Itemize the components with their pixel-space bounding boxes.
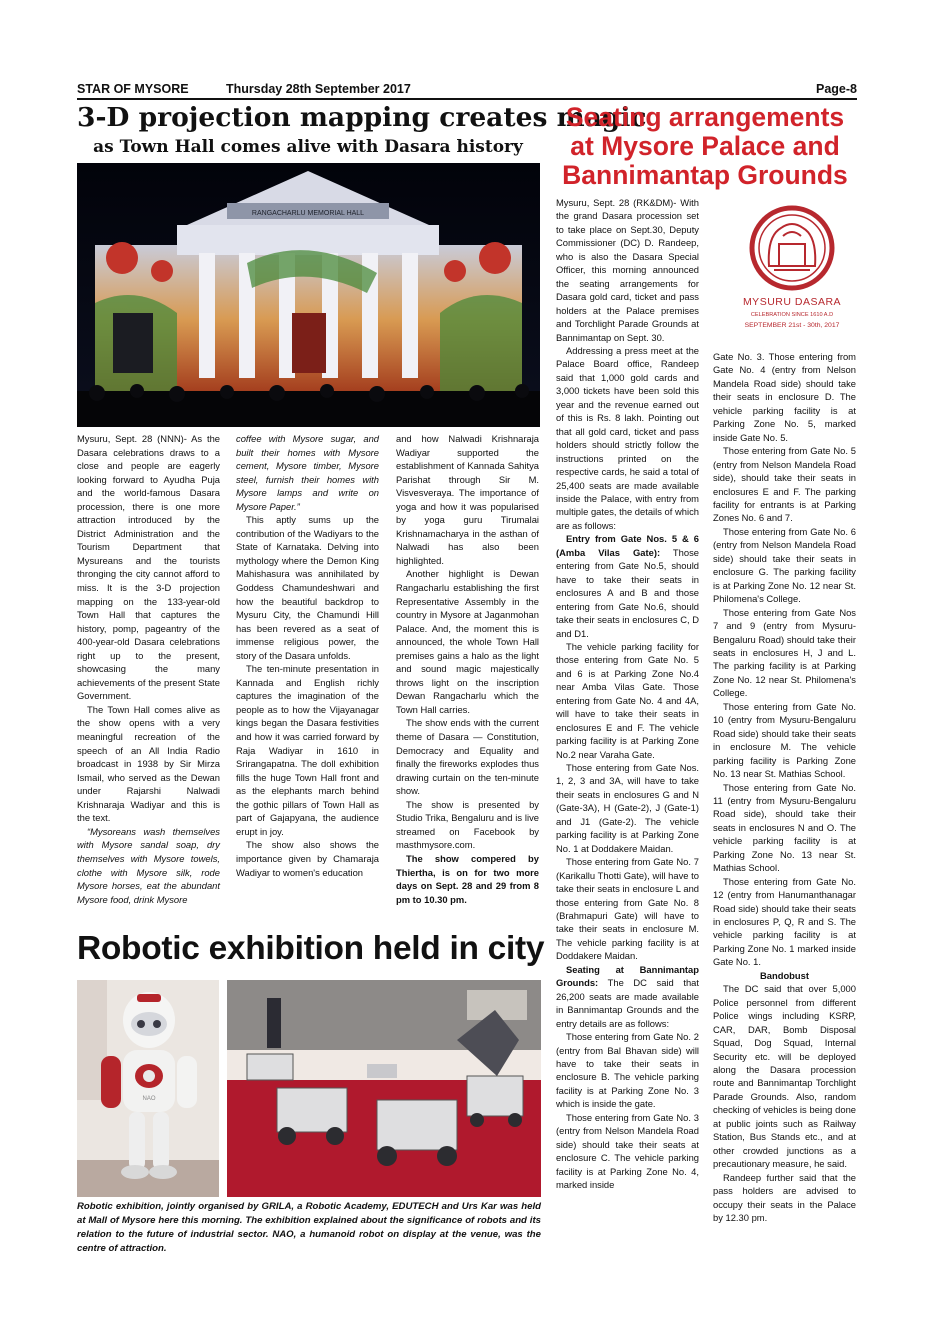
paragraph: Those entering from Gate No. 6 (entry from Nelson Mandela Road side) should take their seats in enclosure G. The parking facility is at Parking Zone No. 12 near St. Philomena's College. — [713, 525, 856, 605]
town-hall-photo — [77, 163, 540, 427]
article1-column-1 — [77, 432, 220, 906]
paragraph: Those entering from Gate No. 10 (entry from Mysuru-Bengaluru Road side) should take their seats in enclosure M. The vehicle parking facility is Parking Zone No. 13 near St. Mathias School. — [713, 700, 856, 780]
article1-column-2 — [236, 432, 379, 879]
paragraph: The show ends with the current theme of Dasara — Constitution, Democracy and Equality and finally the fireworks explodes thus drawing curtain on the ten-minute show. — [396, 717, 539, 797]
logo-dates: SEPTEMBER 21st - 30th, 2017 — [744, 322, 840, 329]
bannimantap-subhead: Seating at Bannimantap Grounds: — [556, 963, 699, 989]
header-rule — [77, 98, 857, 100]
issue-date: Thursday 28th September 2017 — [226, 82, 411, 96]
paragraph — [556, 532, 699, 640]
building-sign: RANGACHARLU MEMORIAL HALL — [251, 210, 365, 217]
mysuru-dasara-logo — [729, 200, 855, 350]
lego-robots-photo — [227, 980, 541, 1197]
bandobust-subhead: Bandobust — [760, 969, 809, 981]
page-number: Page-8 — [816, 82, 857, 96]
newspaper-name: STAR OF MYSORE — [77, 82, 189, 96]
headline-line: Bannimantap Grounds — [562, 160, 848, 190]
paragraph: Randeep further said that the pass holders are advised to occupy their seats in the Palace by 12.30 pm. — [713, 1171, 856, 1223]
article3-column-1-top — [556, 196, 699, 1192]
paragraph: The show also shows the importance given by Chamaraja Wadiyar to women's education — [236, 839, 379, 878]
paragraph: Those entering from Gate No. 5 (entry from Nelson Mandela Road side), should take their seats in enclosures E and F. The parking facility for entrants is at Parking Zones No. 6 and 7. — [713, 445, 856, 524]
paragraph: Those entering from Gate Nos. 1, 2, 3 and 3A, will have to take their seats in enclosures G and N (Gate-3A), H (Gate-2), J (Gate-1) and J1 (Gate-2). The vehicle parking facility is at Parking Zone No. 1 at Doddakere Maidan. — [556, 762, 699, 854]
paragraph: The ten-minute presentation in Kannada and English richly captures the imagination of the people as to how the Vijayanagar kings began the Dasara festivities and how it was carried forward by Raja Wadiyar in 1610 in Srirangapatna. The doll exhibition fills the huge Town Hall front and as the elephants march behind the gothic pillars of Town Hall as part of Gajapyana, the audience erupt in joy. — [236, 663, 379, 837]
logo-subtitle: CELEBRATION SINCE 1610 A.D — [750, 312, 834, 318]
entry-subhead: Entry from Gate Nos. 5 & 6 (Amba Vilas Gate): — [556, 533, 699, 558]
robot-chest-label: NAO — [142, 1096, 156, 1102]
paragraph: and how Nalwadi Krishnaraja Wadiyar supported the establishment of Kannada Sahitya Parishat through Sir M. Visvesveraya. The importance of yoga and how it was popularised by yoga guru Tirumalai Krishnamacharya in the asthan of Nalwadi has also been highlighted. — [396, 433, 539, 566]
paragraph: Those entering from Gate No. 7 (Karikallu Thotti Gate), will have to take their seats in enclosure L and those entering from Gate No. 8 (Brahmapuri Gate) will have to take their seats in enclosure M. The vehicle parking facility is at Doddakere Maidan. — [556, 856, 699, 962]
paragraph: Addressing a press meet at the Palace Board office, Randeep said that 1,000 gold cards and 3,000 tickets have been sold this year and the revenue earned out of this is Rs. 8 lakh. Pointing out that all gold card, ticket and pass holders should strictly follow the instructions printed on the respective cards, he said a total of 25,400 seats are made available inside the Palace, with entry from multiple gates, the details of which are as follows: — [556, 344, 699, 531]
robotic-photo-caption: Robotic exhibition, jointly organised by GRILA, a Robotic Academy, EDUTECH and Urs Kar was held at Mall of Mysore here this morning. The exhibition explained about the significance of robots and its relation to the future of industrial sector. NAO, a humanoid robot on display at the venue, was the centre of attraction. — [77, 1201, 541, 1254]
logo-title: MYSURU DASARA — [742, 296, 842, 308]
nao-robot-photo — [77, 980, 219, 1197]
article1-column-3 — [396, 432, 539, 906]
paragraph: Those entering from Gate No. 12 (entry from Hanumanthanagar Road side) should take their seats in enclosures P, Q, R and S. The vehicle parking facility is at Parking Zone No. 1 marked inside Gate No. 1. — [713, 875, 856, 968]
headline-line: at Mysore Palace and — [570, 131, 840, 161]
paragraph-bold: The show compered by Thiertha, is on for two more days on Sept. 28 and 29 from 8 pm to 10.30 pm. — [396, 852, 539, 905]
paragraph: The show is presented by Studio Trika, Bengaluru and is live streamed on Facebook by masthmysore.com. — [396, 798, 539, 851]
paragraph: coffee with Mysore sugar, and built their homes with Mysore cement, Mysore timber, Mysore steel, furnish their homes with Mysore lamps and write on Mysore Paper.” — [236, 433, 379, 512]
article1-subhead: as Town Hall comes alive with Dasara history — [93, 137, 523, 157]
article3-headline — [548, 103, 862, 190]
paragraph: “Mysoreans wash themselves with Mysore sandal soap, dry themselves with Mysore towels, clothe with Mysore silk, rode Mysore horses, eat the abundant Mysore food, drink Mysore — [77, 825, 220, 905]
paragraph: This aptly sums up the contribution of the Wadiyars to the State of Karnataka. Delving into mythology where the Demon King Mahishasura was annihilated by Goddess Chamundeshwari and how the beautiful backdrop to Mysuru City, the Chamundi Hill has been revered as a seat of immense religious power, the story of the Dasara unfolds. — [236, 514, 379, 661]
paragraph: Those entering from Gate No. 3 (entry from Nelson Mandela Road side) should take their seats at enclosure C. The vehicle parking facility is at Parking Zone No. 4, marked inside — [556, 1111, 699, 1191]
paragraph: Those entering from Gate No. 11 (entry from Mysuru-Bengaluru Road side), should take their seats in enclosures N and O. The vehicle parking facility is at Parking Zone No. 13 near St. Mathias School. — [713, 781, 856, 874]
entry-text: Those entering from Gate No.5, should have to take their seats in enclosures A and B and those entering from Gate No.6, should take their seats in enclosures C, D and D1. — [556, 546, 699, 639]
article1-headline: 3-D projection mapping creates magic — [77, 102, 647, 133]
paragraph: Those entering from Gate No. 2 (entry from Bal Bhavan side) will have to take their seats in enclosure B. The vehicle parking facility is at Parking Zone No. 3 which is inside the gate. — [556, 1031, 699, 1110]
article2-headline: Robotic exhibition held in city — [77, 930, 545, 967]
headline-line: Seating arrangements — [565, 102, 845, 132]
bannimantap-text: The DC said that 26,200 seats are made available in Bannimantap Grounds and the entry details are as follows: — [556, 977, 699, 1029]
paragraph — [556, 963, 699, 1030]
article3-column-2 — [713, 350, 856, 1224]
paragraph: Gate No. 3. Those entering from Gate No. 4 (entry from Nelson Mandela Road side) should take their seats in enclosure D. The vehicle parking facility is at Parking Zone No. 5, marked inside Gate No. 5. — [713, 351, 856, 443]
paragraph: Those entering from Gate Nos 7 and 9 (entry from Mysuru-Bengaluru Road) should take their seats in enclosures H, J and L. The parking facility is at Parking Zone No. 12 near St. Philomena's College. — [713, 606, 856, 699]
paragraph: Mysuru, Sept. 28 (RK&DM)- With the grand Dasara procession set to take place on Sept.30, Deputy Commissioner (DC) D. Randeep, who is also the Dasara Special Officer, this morning announced the seating arrangements for Dasara gold card, ticket and pass holders at the Palace premises and Torchlight Parade Grounds at Bannimantap on Sept. 30. — [556, 197, 699, 343]
paragraph: Another highlight is Dewan Rangacharlu establishing the first Representative Assembly in the country in Mysore at Jaganmohan Palace. And, the moment this is announced, the whole Town Hall premises gains a halo as the light and sound magic majestically throws light on the inscription Dewan Rangacharlu which the Town Hall carries. — [396, 568, 539, 715]
paragraph: Mysuru, Sept. 28 (NNN)- As the Dasara celebrations draws to a close and people are eagerly looking forward to Ayudha Puja and the world-famous Dasara procession, there is one more attraction introduced by the District Administration and the Tourism Department that Mysureans and the tourists thronging the city cannot afford to miss. It is the 3-D projection mapping on the 133-year-old Town Hall that captures the history, pomp, pageantry of the 400-year-old Dasara celebrations right up to the present, showcasing the many achievements of the present State Government. — [77, 433, 220, 702]
paragraph: The vehicle parking facility for those entering from Gate No. 5 and 6 is at Parking Zone No.4 near Amba Vilas Gate. Those entering from Gate No. 4 and 4A, will have to take their seats in enclosures E and F. The vehicle parking facility is at Parking Zone No.2 near Varaha Gate. — [556, 640, 699, 760]
paragraph: The DC said that over 5,000 Police personnel from different Police wings including KSRP, CAR, DAR, Bomb Disposal Squad, Dog Squad, Internal Security etc. will be deployed along the Dasara procession route and Bannimantap Torchlight Parade Grounds. Also, random checking of vehicles is being done at public joints such as Railway Station, Bus Stands etc., and at other crowded junctions as a precautionary measure, he said. — [713, 983, 856, 1170]
paragraph: The Town Hall comes alive as the show opens with a very meaningful recreation of the speech of an All India Radio broadcast in 1938 by Sir Mirza Ismail, who served as the Dewan under Rajarshi Nalwadi Krishnaraja Wadiyar and this is the text. — [77, 703, 220, 824]
